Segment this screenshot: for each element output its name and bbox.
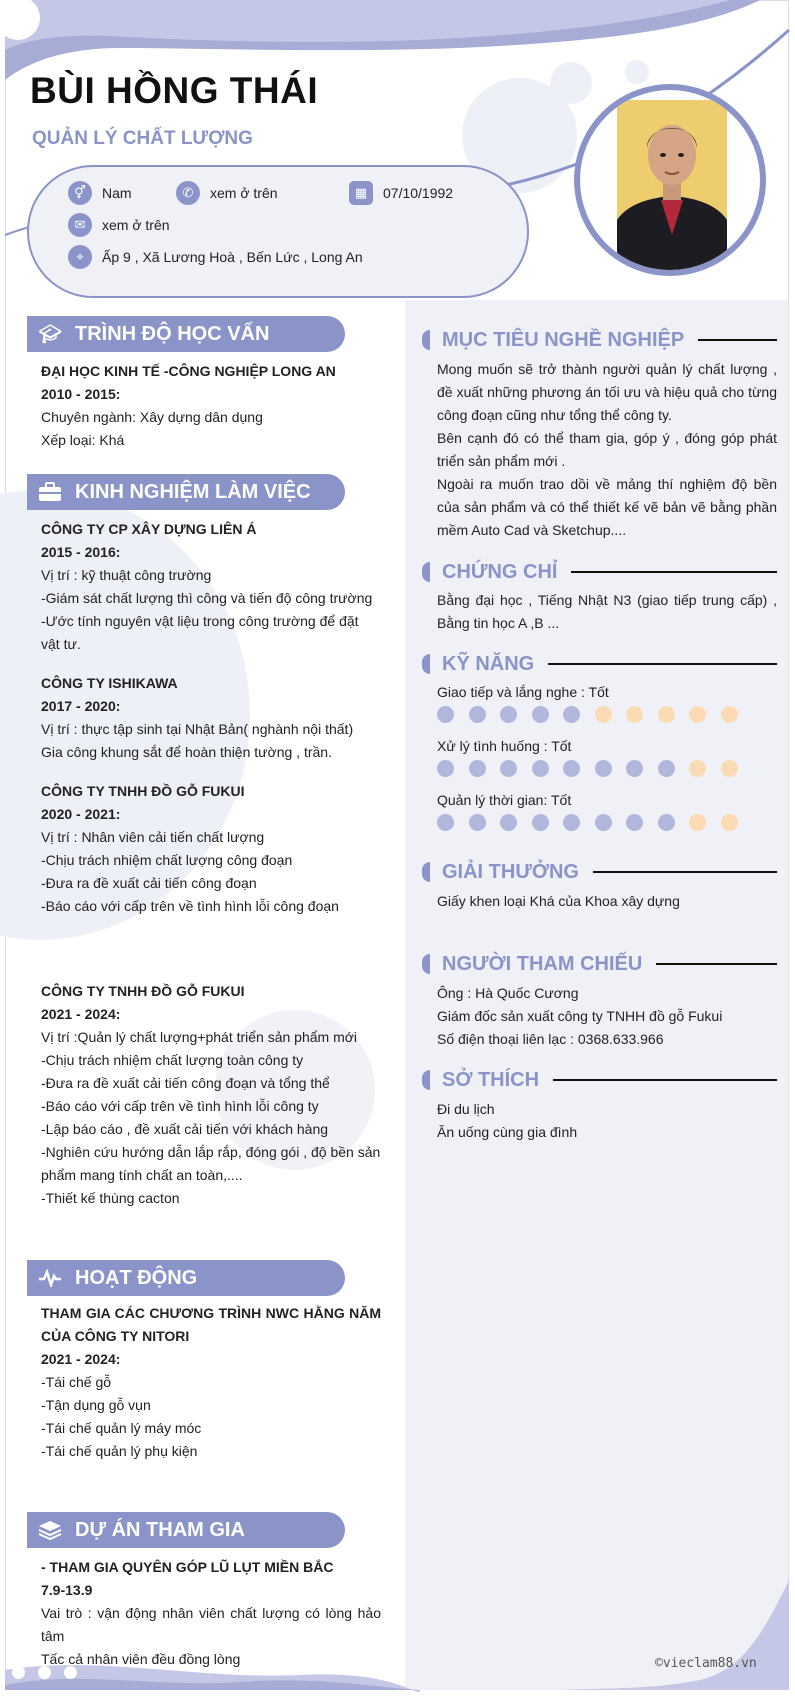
contact-birthday: [349, 181, 453, 205]
section-awards-header: [422, 858, 777, 886]
divider: [571, 571, 777, 573]
job-line: Vị trí : thực tập sinh tại Nhật Bản( nghành nội thất): [41, 721, 354, 737]
job-period: 2015 - 2016:: [41, 544, 121, 560]
project-line: Tấc cả nhân viên đều đồng lòng: [41, 1651, 241, 1667]
section-title: KINH NGHIỆM LÀM VIỆC: [75, 480, 311, 503]
company-name: CÔNG TY TNHH ĐỒ GỖ FUKUI: [41, 783, 245, 799]
reference-line: Số điện thoại liên lạc : 0368.633.966: [437, 1031, 664, 1047]
skill-dot-empty: [626, 706, 643, 723]
activities-block: [41, 1302, 381, 1463]
skill-dot-filled: [437, 706, 454, 723]
skill-dot-filled: [626, 760, 643, 777]
email-value: xem ở trên: [102, 217, 170, 233]
skill-dot-filled: [500, 814, 517, 831]
location-icon: ⌖: [68, 245, 92, 269]
skill-dot-empty: [721, 760, 738, 777]
skill-dot-filled: [500, 760, 517, 777]
gender-value: Nam: [102, 185, 132, 201]
contact-phone: [176, 181, 278, 205]
project-line: Vai trò : vận động nhân viên chất lượng có lòng hảo tâm: [41, 1605, 381, 1644]
section-title: DỰ ÁN THAM GIA: [75, 1518, 245, 1541]
divider: [553, 1079, 777, 1081]
education-period: 2010 - 2015:: [41, 386, 121, 402]
job-line: -Ước tính nguyên vật liệu trong công trường để đặt vật tư.: [41, 613, 359, 652]
experience-item: [41, 518, 381, 656]
skill-dot-empty: [595, 706, 612, 723]
experience-item: [41, 672, 381, 764]
skill-dot-filled: [532, 814, 549, 831]
gender-icon: ⚥: [68, 181, 92, 205]
certificates-text: Bằng đại học , Tiếng Nhật N3 (giao tiếp trung cấp) , Bằng tin học A ,B ...: [437, 592, 777, 631]
watermark: ©vieclam88.vn: [655, 1656, 757, 1671]
section-marker: [422, 862, 430, 882]
education-block: [41, 360, 381, 452]
company-name: CÔNG TY CP XÂY DỰNG LIÊN Á: [41, 521, 257, 537]
reference-line: Giám đốc sản xuất công ty TNHH đồ gỗ Fukui: [437, 1008, 723, 1024]
divider: [698, 339, 777, 341]
experience-item: [41, 980, 381, 1210]
objective-text: Mong muốn sẽ trở thành người quản lý chất lượng , đề xuất những phương án tối ưu và hiệu quả cho từng công đoạn cũng như tổng thể công ty. Bên cạnh đó có thể tham gia, góp ý , đóng góp phát triển sản phẩm mới . Ngoài ra muốn trao dồi về mảng thí nghiệm độ bền của sản phẩm và có thể thiết kế vẽ bản vẽ bằng phần mềm Auto Cad và Sketchup....: [437, 361, 777, 538]
skill-dot-filled: [437, 814, 454, 831]
reference-line: Ông : Hà Quốc Cương: [437, 985, 579, 1001]
job-line: -Đưa ra đề xuất cải tiến công đoạn: [41, 875, 257, 891]
portrait-photo: [617, 100, 727, 272]
project-heading: - THAM GIA QUYÊN GÓP LŨ LỤT MIỀN BẮC: [41, 1559, 334, 1575]
layers-icon: [37, 1519, 63, 1541]
section-title: SỞ THÍCH: [442, 1068, 540, 1091]
divider: [656, 963, 777, 965]
avatar: [574, 84, 766, 276]
job-line: -Giám sát chất lượng thì công và tiến độ công trường: [41, 590, 373, 606]
section-marker: [422, 1070, 430, 1090]
contact-box: [27, 165, 529, 298]
job-line: -Báo cáo với cấp trên về tình hình lỗi công ty: [41, 1098, 319, 1114]
awards-text: Giấy khen loại Khá của Khoa xây dựng: [437, 893, 680, 909]
job-line: Vị trí : Nhân viên cải tiến chất lượng: [41, 829, 265, 845]
company-name: CÔNG TY ISHIKAWA: [41, 675, 178, 691]
skill-dot-filled: [437, 760, 454, 777]
section-certificates-header: [422, 558, 777, 586]
skill-label: Quản lý thời gian: Tốt: [437, 792, 572, 808]
phone-icon: ✆: [176, 181, 200, 205]
skill-dot-empty: [689, 760, 706, 777]
skill-dot-filled: [532, 760, 549, 777]
skill-dot-empty: [721, 706, 738, 723]
skill-dot-filled: [563, 814, 580, 831]
job-line: Gia công khung sắt để hoàn thiện tường , trần.: [41, 744, 332, 760]
skill-dot-filled: [469, 760, 486, 777]
skill-dot-filled: [469, 706, 486, 723]
skill-rating: [437, 760, 752, 777]
skill-dot-empty: [689, 814, 706, 831]
job-line: -Đưa ra đề xuất cải tiến công đoạn và tổng thể: [41, 1075, 330, 1091]
project-period: 7.9-13.9: [41, 1582, 93, 1598]
divider: [548, 663, 777, 665]
skill-rating: [437, 814, 752, 831]
section-hobbies-header: [422, 1066, 777, 1094]
skill-dot-filled: [532, 706, 549, 723]
job-line: -Nghiên cứu hướng dẫn lắp rắp, đóng gói , độ bền sản phẩm mang tính chất an toàn,....: [41, 1144, 381, 1183]
job-line: -Báo cáo với cấp trên về tình hình lỗi công đoạn: [41, 898, 339, 914]
skill-dot-filled: [563, 760, 580, 777]
section-marker: [422, 654, 430, 674]
section-title: CHỨNG CHỈ: [442, 560, 558, 583]
birthday-value: 07/10/1992: [383, 185, 454, 201]
skill-dot-filled: [658, 760, 675, 777]
pulse-icon: [37, 1267, 63, 1289]
activity-period: 2021 - 2024:: [41, 1351, 121, 1367]
calendar-icon: ▦: [349, 181, 373, 205]
job-period: 2017 - 2020:: [41, 698, 121, 714]
job-line: -Thiết kế thùng cacton: [41, 1190, 180, 1206]
graduation-cap-icon: 🎓︎: [38, 323, 62, 345]
hobby-line: Đi du lịch: [437, 1101, 495, 1117]
contact-gender: [68, 181, 132, 205]
activity-line: -Tái chế quản lý phụ kiện: [41, 1443, 198, 1459]
section-title: MỤC TIÊU NGHỀ NGHIỆP: [442, 328, 685, 351]
email-icon: ✉: [68, 213, 92, 237]
skill-dot-filled: [595, 760, 612, 777]
job-line: -Chịu trách nhiệm chất lượng toàn công ty: [41, 1052, 304, 1068]
phone-value: xem ở trên: [210, 185, 278, 201]
skill-label: Giao tiếp và lắng nghe : Tốt: [437, 684, 609, 700]
hobby-line: Ăn uống cùng gia đình: [437, 1124, 578, 1140]
experience-item: [41, 780, 381, 918]
section-marker: [422, 954, 430, 974]
section-marker: [422, 330, 430, 350]
job-line: Vị trí :Quản lý chất lượng+phát triển sản phẩm mới: [41, 1029, 358, 1045]
education-line: Xếp loại: Khá: [41, 432, 125, 448]
references-block: [437, 982, 777, 1051]
section-title: HOẠT ĐỘNG: [75, 1266, 198, 1289]
company-name: CÔNG TY TNHH ĐỒ GỖ FUKUI: [41, 983, 245, 999]
section-projects-header: [27, 1512, 345, 1548]
skill-dot-filled: [563, 706, 580, 723]
section-marker: [422, 562, 430, 582]
address-value: Ấp 9 , Xã Lương Hoà , Bến Lức , Long An: [102, 249, 363, 265]
briefcase-icon: [37, 481, 63, 503]
section-education-header: [27, 316, 345, 352]
skill-label: Xử lý tình huống : Tốt: [437, 738, 572, 754]
job-period: 2021 - 2024:: [41, 1006, 121, 1022]
section-skills-header: [422, 650, 777, 678]
skill-dot-filled: [658, 814, 675, 831]
school-name: ĐẠI HỌC KINH TẾ -CÔNG NGHIỆP LONG AN: [41, 363, 336, 379]
section-activities-header: [27, 1260, 345, 1296]
decorative-dot: [12, 1666, 25, 1679]
skill-dot-empty: [689, 706, 706, 723]
job-line: -Chịu trách nhiệm chất lượng công đoạn: [41, 852, 293, 868]
education-line: Chuyên ngành: Xây dựng dân dụng: [41, 409, 263, 425]
candidate-name: BÙI HỒNG THÁI: [30, 70, 319, 111]
job-period: 2020 - 2021:: [41, 806, 121, 822]
job-line: Vị trí : kỹ thuật công trường: [41, 567, 212, 583]
section-title: KỸ NĂNG: [442, 652, 535, 675]
skill-dot-filled: [626, 814, 643, 831]
section-title: GIẢI THƯỞNG: [442, 860, 579, 883]
activity-line: -Tái chế gỗ: [41, 1374, 112, 1390]
activity-line: -Tái chế quản lý máy móc: [41, 1420, 202, 1436]
skill-dot-empty: [658, 706, 675, 723]
section-references-header: [422, 950, 777, 978]
section-title: NGƯỜI THAM CHIẾU: [442, 952, 643, 975]
hobbies-block: [437, 1098, 777, 1144]
job-title: QUẢN LÝ CHẤT LƯỢNG: [32, 128, 253, 149]
divider: [593, 871, 777, 873]
activity-line: -Tận dụng gỗ vụn: [41, 1397, 151, 1413]
skill-dot-filled: [595, 814, 612, 831]
section-experience-header: [27, 474, 345, 510]
contact-email: [68, 213, 170, 237]
activity-heading: THAM GIA CÁC CHƯƠNG TRÌNH NWC HẰNG NĂM CỦA CÔNG TY NITORI: [41, 1305, 381, 1344]
skill-dot-filled: [500, 706, 517, 723]
projects-block: [41, 1556, 381, 1671]
section-objective-header: [422, 326, 777, 354]
job-line: -Lập báo cáo , đề xuất cải tiến với khách hàng: [41, 1121, 329, 1137]
section-title: TRÌNH ĐỘ HỌC VẤN: [75, 322, 270, 345]
skill-dot-filled: [469, 814, 486, 831]
contact-address: [68, 245, 363, 269]
skill-dot-empty: [721, 814, 738, 831]
skill-rating: [437, 706, 752, 723]
